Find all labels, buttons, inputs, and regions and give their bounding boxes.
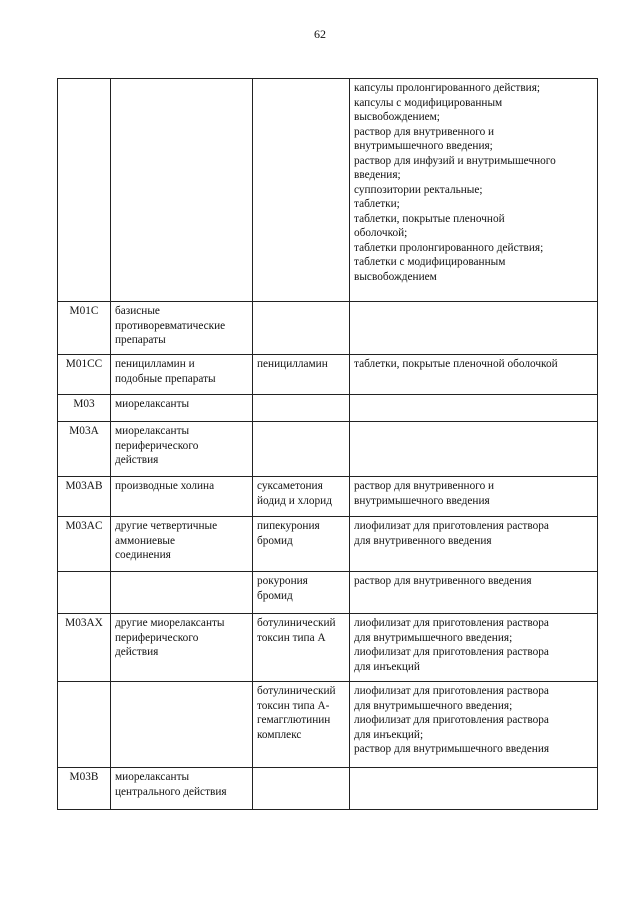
group-name-line: базисные (115, 305, 160, 317)
table-row (58, 395, 598, 422)
group-name-line: препараты (115, 334, 166, 346)
table-row (58, 302, 598, 355)
group-name-line: миорелаксанты (115, 398, 190, 410)
drug-name-line: ботулинический (257, 685, 336, 697)
table-row (58, 355, 598, 395)
dosage-form-line: таблетки; (354, 198, 400, 210)
table-row (58, 614, 598, 682)
dosage-form-line: лиофилизат для приготовления раствора (354, 520, 549, 532)
group-name-line: другие миорелаксанты (115, 617, 225, 629)
drug-name-line: рокурония (257, 575, 308, 587)
group-name-cell (111, 355, 253, 395)
group-name-cell (111, 302, 253, 355)
dosage-form-line: высвобождением; (354, 111, 440, 123)
atc-code-cell (58, 79, 111, 302)
table-body (58, 79, 598, 810)
atc-code-cell: M03 (58, 395, 111, 422)
drug-classification-table (57, 78, 598, 810)
drug-name-cell (253, 79, 350, 302)
dosage-form-line: лиофилизат для приготовления раствора (354, 617, 549, 629)
drug-name-line: бромид (257, 589, 293, 602)
dosage-form-line: раствор для внутривенного введения (354, 575, 532, 587)
dosage-form-line: для инъекций (354, 660, 420, 673)
dosage-forms-cell (350, 682, 598, 768)
atc-code-cell (58, 572, 111, 614)
dosage-form-line: внутримышечного введения; (354, 140, 493, 152)
group-name-line: подобные препараты (115, 372, 216, 385)
dosage-form-line: высвобождением (354, 270, 437, 283)
group-name-line: производные холина (115, 480, 215, 492)
page-number: 62 (314, 27, 326, 41)
dosage-forms-cell (350, 302, 598, 355)
dosage-form-line: таблетки, покрытые пленочной (354, 212, 505, 225)
dosage-form-line: капсулы пролонгированного действия; (354, 82, 541, 94)
group-name-line: миорелаксанты (115, 771, 190, 783)
drug-name-cell (253, 768, 350, 810)
drug-name-line: пипекурония (257, 520, 320, 532)
group-name-line: действия (115, 646, 159, 658)
atc-code-cell: M01C (58, 302, 111, 355)
table-row (58, 768, 598, 810)
dosage-form-line: для инъекций; (354, 728, 424, 741)
dosage-forms-cell (350, 768, 598, 810)
group-name-line: другие четвертичные (115, 520, 218, 532)
dosage-form-line: лиофилизат для приготовления раствора (354, 685, 549, 697)
dosage-form-line: для внутримышечного введения; (354, 699, 513, 712)
group-name-cell (111, 477, 253, 517)
group-name-line: периферического (115, 631, 199, 644)
atc-code-cell: M03A (58, 422, 111, 477)
atc-code-cell: M01CC (58, 355, 111, 395)
dosage-form-line: таблетки, покрытые пленочной оболочкой (354, 358, 558, 370)
dosage-forms-cell (350, 355, 598, 395)
group-name-line: соединения (115, 549, 171, 561)
table-row (58, 572, 598, 614)
drug-name-cell (253, 355, 350, 395)
table-row (58, 422, 598, 477)
dosage-form-line: лиофилизат для приготовления раствора (354, 646, 549, 658)
group-name-cell (111, 572, 253, 614)
drug-name-cell (253, 302, 350, 355)
dosage-form-line: таблетки с модифицированным (354, 256, 506, 268)
dosage-forms-cell (350, 572, 598, 614)
atc-code-cell: M03AC (58, 517, 111, 572)
drug-name-line: ботулинический (257, 617, 336, 629)
dosage-forms-cell (350, 614, 598, 682)
group-name-cell (111, 768, 253, 810)
dosage-form-line: для внутримышечного введения; (354, 631, 513, 644)
drug-name-line: токсин типа A- (257, 699, 330, 712)
atc-code-cell: M03AB (58, 477, 111, 517)
group-name-line: пеницилламин и (115, 358, 195, 370)
dosage-form-line: раствор для внутримышечного введения (354, 743, 550, 755)
group-name-cell (111, 79, 253, 302)
group-name-cell (111, 422, 253, 477)
dosage-form-line: суппозитории ректальные; (354, 183, 483, 196)
dosage-forms-cell (350, 422, 598, 477)
dosage-form-line: лиофилизат для приготовления раствора (354, 714, 549, 726)
dosage-forms-cell (350, 79, 598, 302)
drug-name-line: гемагглютинин (257, 714, 331, 726)
drug-name-line: йодид и хлорид (257, 494, 332, 507)
drug-name-cell (253, 422, 350, 477)
dosage-forms-cell (350, 477, 598, 517)
group-name-line: периферического (115, 439, 199, 452)
drug-name-cell (253, 517, 350, 572)
drug-name-line: пеницилламин (257, 358, 328, 370)
dosage-form-line: капсулы с модифицированным (354, 96, 503, 109)
drug-name-line: комплекс (257, 728, 302, 741)
atc-code-cell: M03B (58, 768, 111, 810)
table-row (58, 517, 598, 572)
dosage-forms-cell (350, 517, 598, 572)
drug-name-cell (253, 682, 350, 768)
table-row (58, 477, 598, 517)
drug-name-cell (253, 572, 350, 614)
drug-name-cell (253, 395, 350, 422)
drug-name-cell (253, 477, 350, 517)
table-row (58, 79, 598, 302)
group-name-line: центрального действия (115, 785, 227, 798)
dosage-form-line: раствор для инфузий и внутримышечного (354, 154, 556, 167)
drug-name-cell (253, 614, 350, 682)
group-name-line: аммониевые (115, 534, 176, 547)
group-name-cell (111, 395, 253, 422)
dosage-forms-cell (350, 395, 598, 422)
dosage-form-line: таблетки пролонгированного действия; (354, 241, 544, 254)
dosage-form-line: для внутривенного введения (354, 534, 492, 547)
dosage-form-line: введения; (354, 169, 401, 181)
atc-code-cell (58, 682, 111, 768)
dosage-form-line: раствор для внутривенного и (354, 125, 495, 138)
drug-name-line: бромид (257, 534, 293, 547)
drug-name-line: суксаметония (257, 480, 323, 492)
atc-code-cell: M03AX (58, 614, 111, 682)
table-row (58, 682, 598, 768)
group-name-cell (111, 517, 253, 572)
dosage-form-line: раствор для внутривенного и (354, 480, 495, 492)
group-name-line: противоревматические (115, 319, 226, 332)
group-name-line: действия (115, 454, 159, 466)
group-name-line: миорелаксанты (115, 425, 190, 437)
drug-name-line: токсин типа A (257, 631, 326, 644)
group-name-cell (111, 614, 253, 682)
group-name-cell (111, 682, 253, 768)
dosage-form-line: внутримышечного введения (354, 494, 490, 507)
dosage-form-line: оболочкой; (354, 227, 408, 239)
